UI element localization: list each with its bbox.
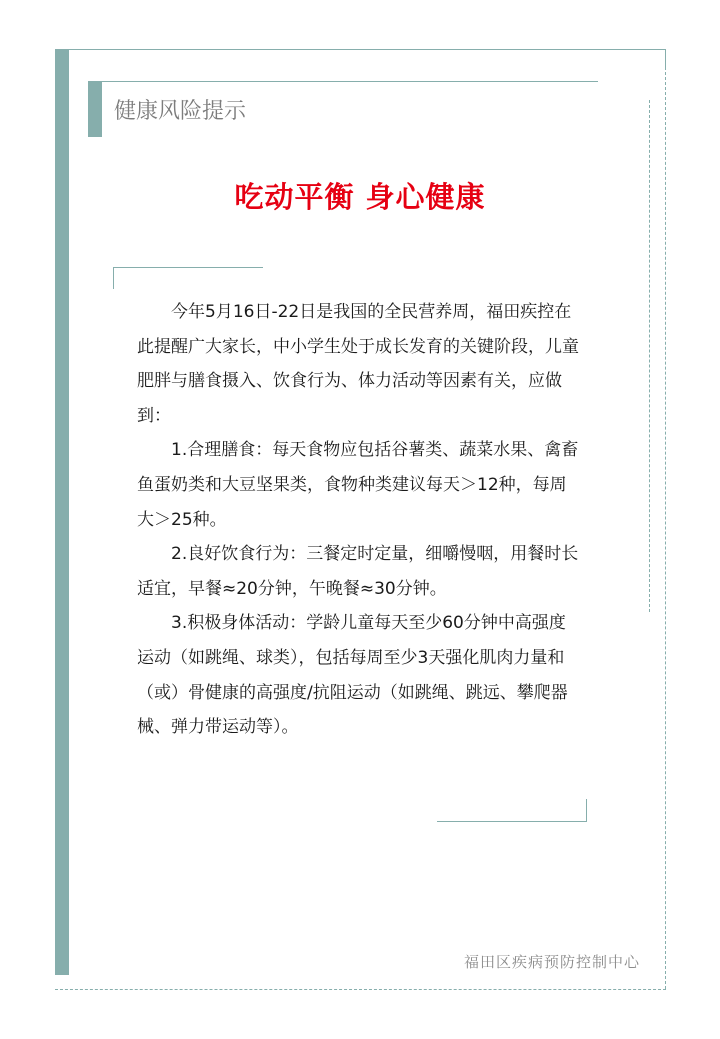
corner-bracket-top-left-vertical [113, 267, 114, 289]
corner-bracket-bottom-right-vertical [586, 799, 587, 821]
header-line [88, 81, 598, 82]
corner-bracket-bottom-right [437, 821, 587, 822]
article-title: 吃动平衡 身心健康 [234, 180, 486, 214]
paragraph-intro: 今年5月16日-22日是我国的全民营养周，福田疾控在此提醒广大家长，中小学生处于成长发育的关键阶段，儿童肥胖与膳食摄入、饮食行为、体力活动等因素有关，应做到： [137, 302, 579, 426]
paragraph-balanced-diet: 1.合理膳食：每天食物应包括谷薯类、蔬菜水果、禽畜鱼蛋奶类和大豆坚果类，食物种类建议每天＞12种，每周大＞25种。 [137, 440, 579, 530]
paragraph-physical-activity: 3.积极身体活动：学龄儿童每天至少60分钟中高强度运动（如跳绳、球类），包括每周至少3天强化肌肉力量和（或）骨健康的高强度/抗阻运动（如跳绳、跳远、攀爬器械、弹力带运动等）。 [137, 613, 568, 738]
article-body [137, 295, 582, 745]
corner-bracket-top-left [113, 267, 263, 268]
paragraph-eating-behavior: 2.良好饮食行为：三餐定时定量，细嚼慢咽，用餐时长适宜，早餐≈20分钟，午晚餐≈30分钟。 [137, 544, 579, 599]
frame-top-line [69, 49, 666, 50]
frame-top-right-corner [665, 49, 666, 67]
footer-organization: 福田区疾病预防控制中心 [463, 953, 640, 971]
header-accent-block [88, 81, 102, 137]
header-title: 健康风险提示 [114, 99, 247, 124]
frame-bottom-dashed-line [55, 989, 666, 990]
